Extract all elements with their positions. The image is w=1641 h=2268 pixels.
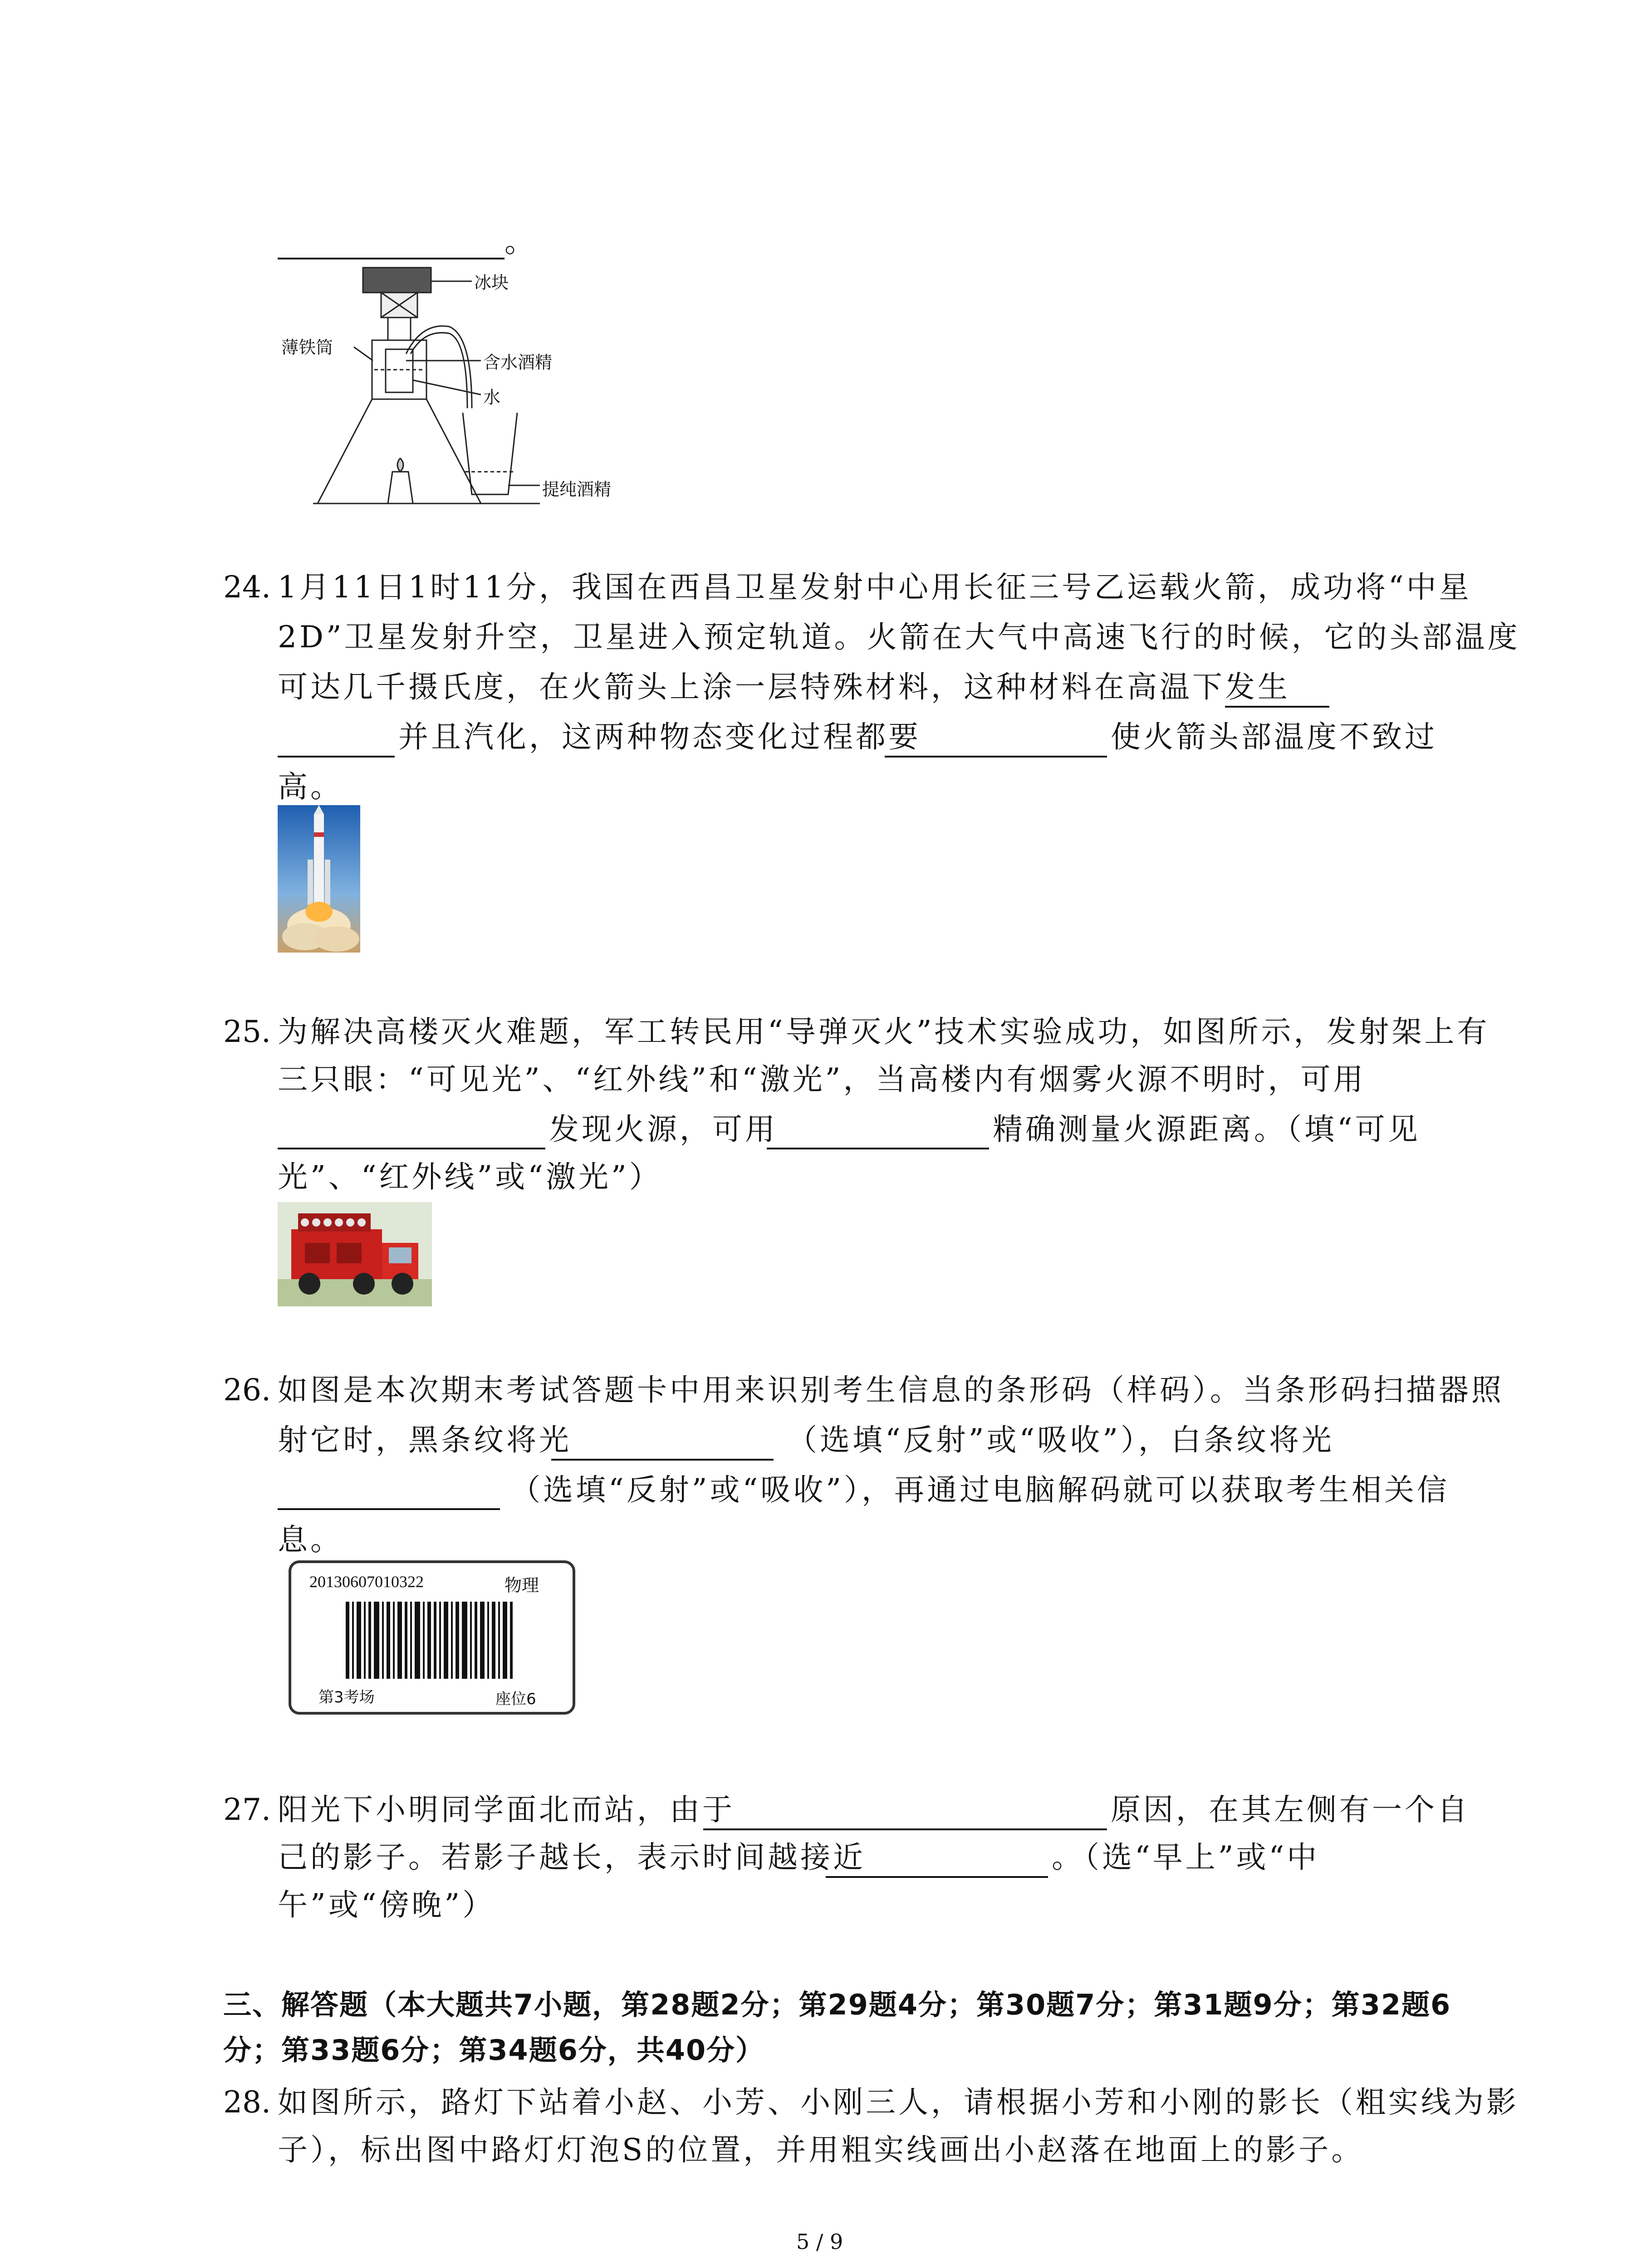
rocket-drawing xyxy=(278,805,360,953)
section-3-heading: 三、解答题（本大题共7小题，第28题2分；第29题4分；第30题7分；第31题9分；第32题6 xyxy=(223,1988,1451,2021)
q24-number: 24. xyxy=(223,570,271,605)
q27-line1b: 原因，在其左侧有一个自 xyxy=(1111,1792,1470,1827)
q26-blank-1 xyxy=(551,1422,774,1461)
q26-line3: （选填“反射”或“吸收”），再通过电脑解码就可以获取考生相关信 xyxy=(510,1472,1450,1507)
q26-line2b: （选填“反射”或“吸收”），白条纹将光 xyxy=(787,1422,1334,1457)
fire-truck-drawing xyxy=(278,1202,432,1306)
barcode-seat: 座位6 xyxy=(495,1690,536,1708)
q27-number: 27. xyxy=(223,1792,271,1827)
barcode-subject: 物理 xyxy=(505,1575,539,1595)
q24-line1: 1月11日1时11分，我国在西昌卫星发射中心用长征三号乙运载火箭，成功将“中星 xyxy=(278,570,1472,605)
rocket-launch-image xyxy=(278,805,360,953)
barcode-number: 20130607010322 xyxy=(309,1573,424,1591)
q25-blank-1 xyxy=(278,1111,545,1149)
q28-line1: 如图所示，路灯下站着小赵、小芳、小刚三人，请根据小芳和小刚的影长（粗实线为影 xyxy=(278,2085,1519,2120)
q24-line2: 2D”卫星发射升空，卫星进入预定轨道。火箭在大气中高速飞行的时候，它的头部温度 xyxy=(278,620,1520,655)
barcode-room: 第3考场 xyxy=(318,1688,375,1706)
q25-line2: 三只眼：“可见光”、“红外线”和“激光”，当高楼内有烟雾火源不明时，可用 xyxy=(278,1062,1366,1097)
q26-line1: 如图是本次期末考试答题卡中用来识别考生信息的条形码（样码）。当条形码扫描器照 xyxy=(278,1373,1504,1408)
q25-line4: 光”、“红外线”或“激光”） xyxy=(278,1159,662,1194)
q24-line5: 高。 xyxy=(278,769,343,804)
q25-line3b: 精确测量火源距离。（填“可见 xyxy=(993,1112,1421,1147)
q25-blank-2 xyxy=(767,1111,989,1149)
label-ice: 冰块 xyxy=(474,273,509,293)
q25-number: 25. xyxy=(223,1014,271,1049)
q26-line2a: 射它时，黑条纹将光 xyxy=(278,1422,572,1457)
q25-line1: 为解决高楼灭火难题，军工转民用“导弹灭火”技术实验成功，如图所示，发射架上有 xyxy=(278,1014,1490,1049)
q27-line2b: 。（选“早上”或“中 xyxy=(1052,1840,1320,1875)
label-water-alcohol: 含水酒精 xyxy=(483,352,553,372)
label-water: 水 xyxy=(483,387,501,407)
barcode-bars xyxy=(346,1602,518,1679)
section-3-heading-cont: 分；第33题6分；第34题6分，共40分） xyxy=(223,2033,765,2067)
q27-line2a: 己的影子。若影子越长，表示时间越接近 xyxy=(278,1840,866,1875)
q24-line3: 可达几千摄氏度，在火箭头上涂一层特殊材料，这种材料在高温下发生 xyxy=(278,670,1290,704)
q27-line1a: 阳光下小明同学面北而站，由于 xyxy=(278,1792,735,1827)
q24-line4a: 并且汽化，这两种物态变化过程都要 xyxy=(398,719,921,754)
q24-blank-1 xyxy=(1225,670,1329,708)
barcode-card xyxy=(289,1560,575,1715)
q26-line4: 息。 xyxy=(278,1522,343,1557)
q27-blank-1 xyxy=(703,1792,1107,1830)
label-pure-alcohol: 提纯酒精 xyxy=(542,479,612,499)
answer-blank xyxy=(278,221,505,259)
q26-blank-2 xyxy=(278,1472,500,1510)
q24-blank-2 xyxy=(885,719,1107,758)
q27-line3: 午”或“傍晚”） xyxy=(278,1887,495,1922)
period-text: 。 xyxy=(505,224,537,259)
apparatus-drawing xyxy=(272,259,635,513)
page-number: 5 / 9 xyxy=(796,2229,843,2254)
q24-line4b: 使火箭头部温度不致过 xyxy=(1111,719,1437,754)
q27-blank-2 xyxy=(826,1840,1048,1878)
barcode-graphic xyxy=(346,1602,518,1679)
alcohol-apparatus-diagram xyxy=(272,259,635,513)
label-tin-tube: 薄铁筒 xyxy=(281,337,333,357)
q28-line2: 子），标出图中路灯灯泡S的位置，并用粗实线画出小赵落在地面上的影子。 xyxy=(278,2132,1364,2167)
q25-line3a: 发现火源，可用 xyxy=(549,1112,778,1147)
q28-number: 28. xyxy=(223,2085,271,2120)
q24-blank-1-cont xyxy=(278,719,395,758)
fire-truck-image xyxy=(278,1202,432,1306)
q26-number: 26. xyxy=(223,1373,271,1408)
